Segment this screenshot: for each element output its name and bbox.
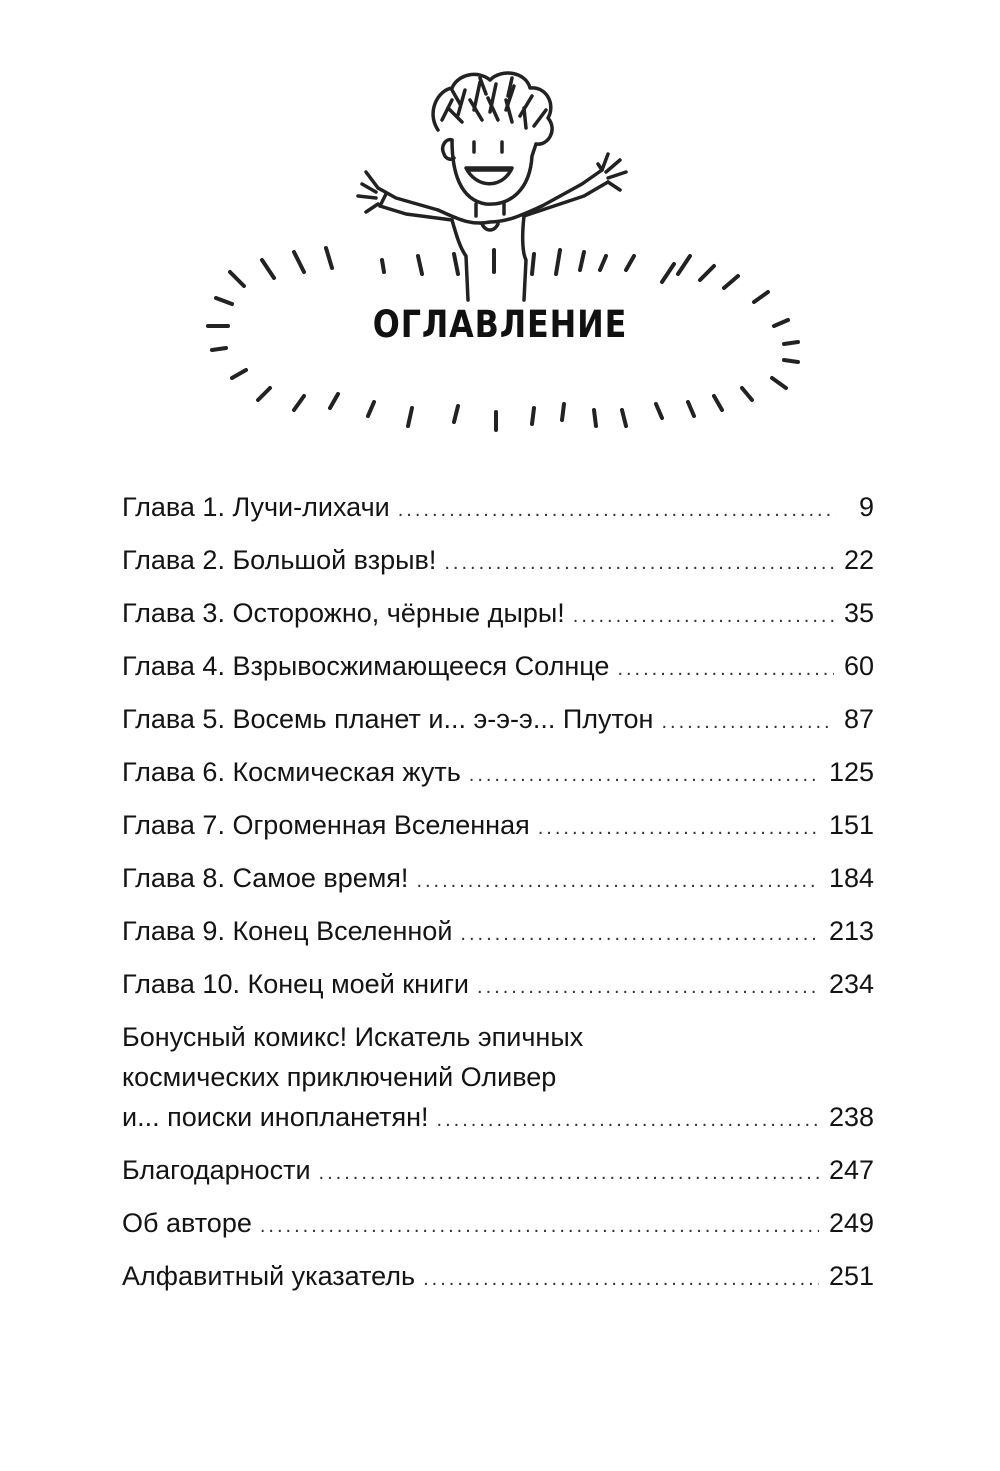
toc-entry-page: 184 [828, 863, 874, 893]
dot-leader [437, 1103, 819, 1137]
toc-entry-page: 9 [858, 492, 874, 522]
page-title: ОГЛАВЛЕНИЕ [372, 303, 628, 346]
toc-entry-about-author[interactable] [122, 1206, 874, 1259]
toc-entry-acknowledgements[interactable] [122, 1153, 874, 1206]
toc-entry-label: Благодарности [122, 1155, 311, 1185]
dot-leader [661, 705, 833, 739]
toc-entry-chapter-1[interactable] [122, 490, 874, 543]
toc-entry-label: Глава 8. Самое время! [122, 863, 409, 893]
boy-burst-drawing [190, 60, 810, 450]
toc-entry-page: 234 [828, 969, 874, 999]
toc-entry-chapter-8[interactable] [122, 861, 874, 914]
toc-entry-label-line-2: космических приключений Оливер [122, 1062, 557, 1092]
boy-illustration [190, 60, 810, 450]
dot-leader [460, 917, 819, 951]
toc-entry-page: 213 [828, 916, 874, 946]
dot-leader [416, 864, 819, 898]
toc-entry-page: 87 [843, 704, 874, 734]
toc-entry-page: 151 [828, 810, 874, 840]
toc-entry-label-line-3: и... поиски инопланетян! [122, 1102, 429, 1132]
toc-entry-label: Глава 10. Конец моей книги [122, 969, 470, 999]
toc-entry-label: Глава 7. Огроменная Вселенная [122, 810, 530, 840]
dot-leader [469, 758, 819, 792]
toc-entry-label: Глава 4. Взрывосжимающееся Солнце [122, 651, 610, 681]
toc-entry-chapter-2[interactable] [122, 543, 874, 596]
toc-entry-label: Глава 6. Космическая жуть [122, 757, 461, 787]
dot-leader [444, 546, 834, 580]
toc-entry-chapter-10[interactable] [122, 967, 874, 1020]
dot-leader [538, 811, 819, 845]
toc-entry-page: 35 [843, 598, 874, 628]
toc-entry-page: 60 [843, 651, 874, 681]
toc-entry-last-line [122, 1100, 874, 1137]
toc-entry-page: 22 [843, 545, 874, 575]
dot-leader [319, 1156, 819, 1190]
toc-entry-chapter-7[interactable] [122, 808, 874, 861]
toc-entry-label: Глава 9. Конец Вселенной [122, 916, 453, 946]
toc-entry-page: 238 [828, 1102, 874, 1132]
toc-entry-chapter-9[interactable] [122, 914, 874, 967]
toc-entry-chapter-3[interactable] [122, 596, 874, 649]
toc-entry-label: Глава 1. Лучи-лихачи [122, 492, 390, 522]
toc-entry-index[interactable] [122, 1259, 874, 1312]
toc-entry-chapter-4[interactable] [122, 649, 874, 702]
toc-entry-page: 247 [828, 1155, 874, 1185]
dot-leader [260, 1209, 819, 1243]
table-of-contents [122, 490, 874, 1312]
dot-leader [423, 1262, 819, 1296]
toc-entry-label-line-1: Бонусный комикс! Искатель эпичных [122, 1022, 584, 1052]
dot-leader [617, 652, 834, 686]
toc-entry-page: 251 [828, 1261, 874, 1291]
toc-entry-bonus-comic[interactable] [122, 1020, 874, 1153]
toc-entry-label: Глава 2. Большой взрыв! [122, 545, 437, 575]
dot-leader [398, 493, 836, 527]
toc-entry-page: 249 [828, 1208, 874, 1238]
toc-entry-label: Об авторе [122, 1208, 252, 1238]
toc-entry-chapter-5[interactable] [122, 702, 874, 755]
toc-entry-chapter-6[interactable] [122, 755, 874, 808]
toc-entry-label: Глава 3. Осторожно, чёрные дыры! [122, 598, 565, 628]
dot-leader [477, 970, 819, 1004]
toc-entry-page: 125 [828, 757, 874, 787]
toc-entry-label: Глава 5. Восемь планет и... э-э-э... Плутон [122, 704, 654, 734]
toc-entry-label: Алфавитный указатель [122, 1261, 416, 1291]
dot-leader [573, 599, 834, 633]
